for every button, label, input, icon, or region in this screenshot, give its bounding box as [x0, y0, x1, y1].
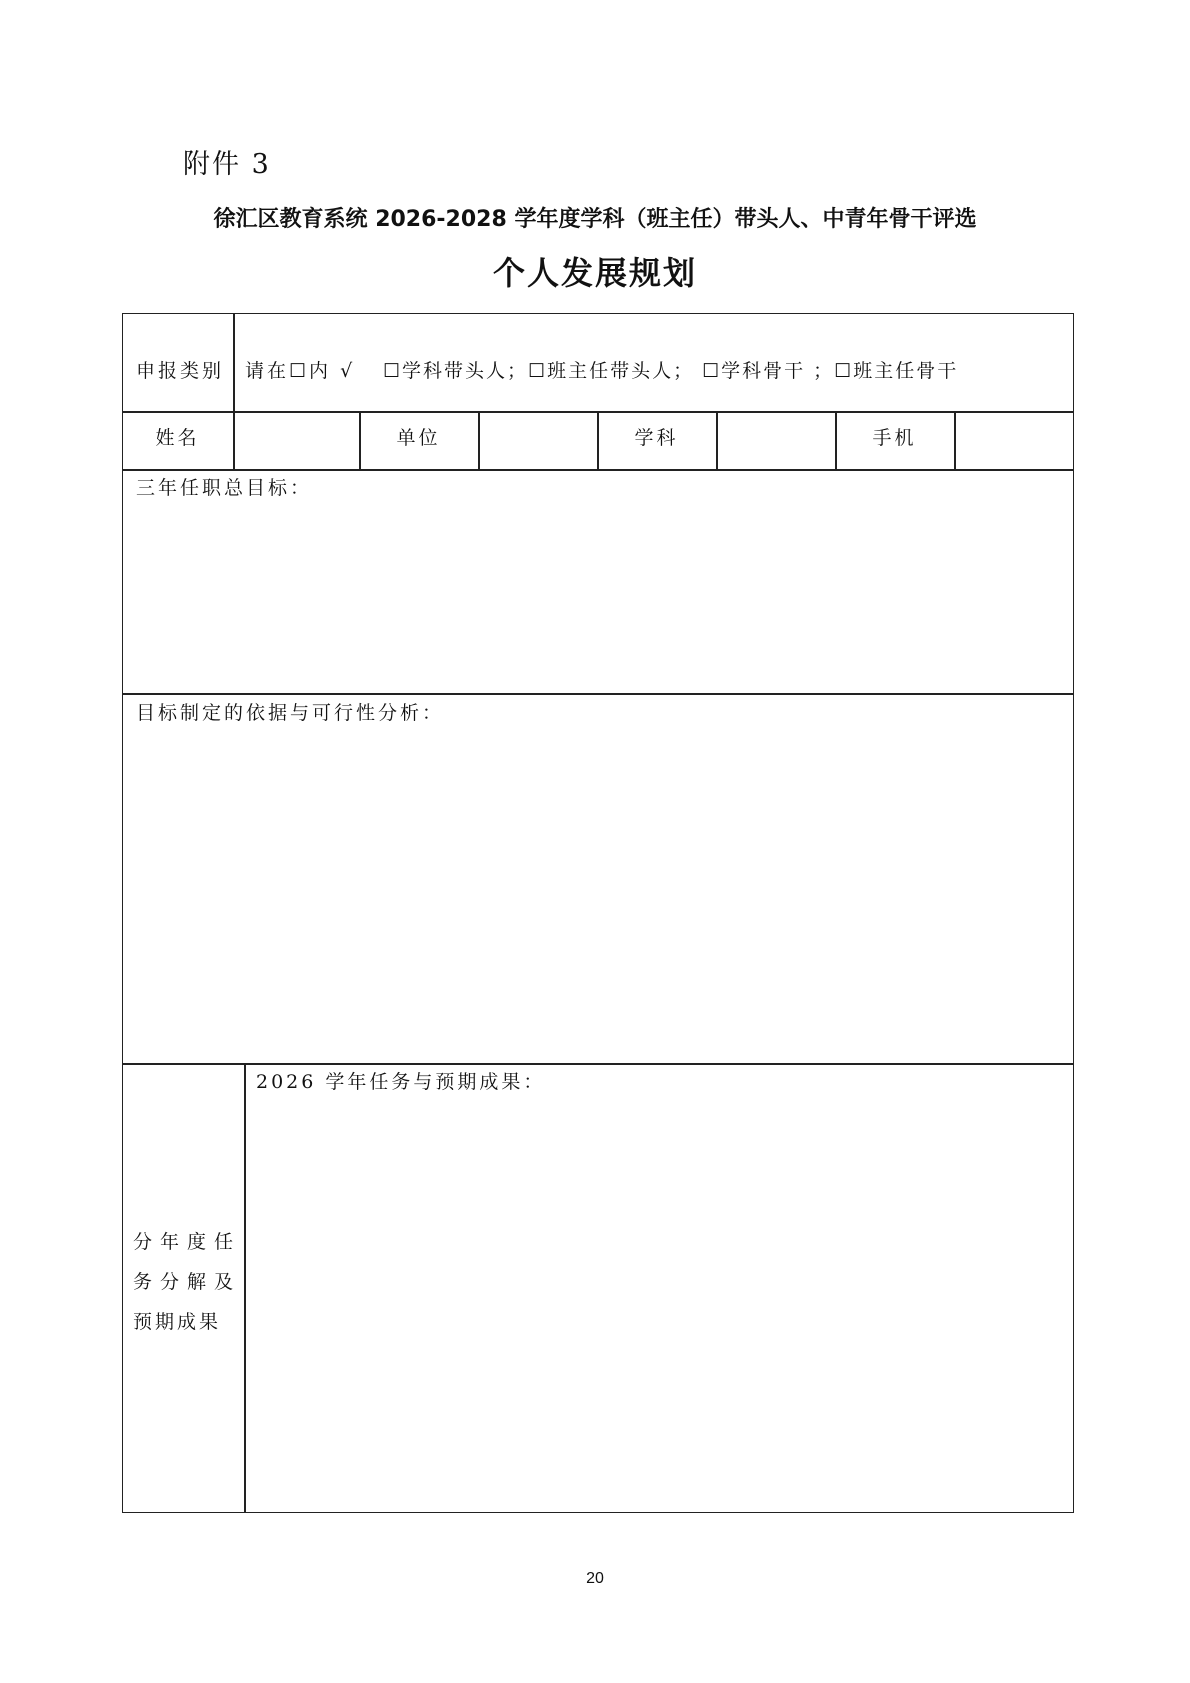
document-subtitle: 徐汇区教育系统 2026-2028 学年度学科（班主任）带头人、中青年骨干评选 [213, 207, 977, 232]
category-instruction: 请在☐内 √ [245, 360, 356, 382]
page-number: 20 [586, 1570, 604, 1587]
basis-field[interactable] [124, 725, 1072, 1060]
phone-field[interactable] [956, 413, 1072, 467]
subject-field[interactable] [718, 413, 833, 467]
goal-field[interactable] [124, 500, 1072, 690]
year-task-label: 2026 学年任务与预期成果： [256, 1071, 546, 1093]
phone-label: 手机 [872, 427, 917, 449]
subject-label: 学科 [634, 427, 679, 449]
category-label: 申报类别 [136, 360, 225, 382]
goal-label: 三年任职总目标： [136, 477, 313, 499]
name-field[interactable] [235, 413, 357, 467]
category-options[interactable]: ☐学科带头人；☐班主任带头人； ☐学科骨干 ；☐班主任骨干 [383, 360, 959, 382]
breakdown-label-line: 分年度任 [133, 1231, 242, 1253]
row-divider [122, 693, 1074, 695]
name-label: 姓名 [155, 427, 200, 449]
breakdown-label-line: 务分解及 [133, 1271, 242, 1293]
document-title: 个人发展规划 [492, 254, 697, 292]
row-divider [122, 469, 1074, 471]
basis-label: 目标制定的依据与可行性分析： [136, 702, 445, 724]
breakdown-label [122, 1222, 244, 1342]
attachment-label: 附件 3 [183, 149, 271, 180]
column-divider [233, 313, 235, 411]
breakdown-label-line: 预期成果 [133, 1311, 222, 1333]
unit-label: 单位 [396, 427, 441, 449]
column-divider [244, 1063, 246, 1513]
year-task-field[interactable] [247, 1095, 1072, 1510]
unit-field[interactable] [480, 413, 595, 467]
row-divider [122, 1063, 1074, 1065]
